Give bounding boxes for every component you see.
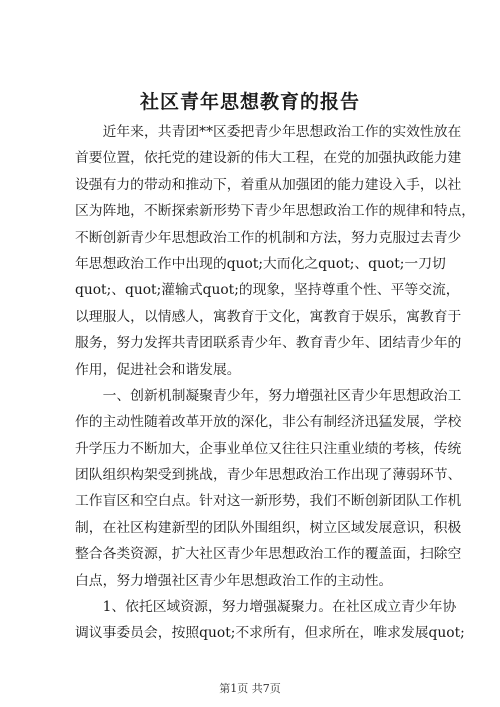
body-line: 1、依托区域资源，努力增强凝聚力。在社区成立青少年协 <box>75 599 457 616</box>
body-line: 调议事委员会，按照quot;不求所有，但求所在，唯求发展quot; <box>75 625 465 642</box>
body-line: 团队组织构架受到挑战，青少年思想政治工作出现了薄弱环节、 <box>75 467 462 484</box>
body-line: 升学压力不断加大，企事业单位又往往只注重业绩的考核，传统 <box>75 440 462 457</box>
body-line: 作用，促进社会和谐发展。 <box>75 361 241 378</box>
body-line: 近年来，共青团**区委把青少年思想政治工作的实效性放在 <box>75 124 462 140</box>
page-footer: 第1页 共7页 <box>219 682 281 695</box>
body-line: 不断创新青少年思想政治工作的机制和方法，努力克服过去青少 <box>75 229 462 246</box>
body-line: 首要位置，依托党的建设新的伟大工程，在党的加强执政能力建 <box>75 150 462 167</box>
body-line: 制，在社区构建新型的团队外围组织，树立区域发展意识，积极 <box>75 519 462 536</box>
body-line: 白点，努力增强社区青少年思想政治工作的主动性。 <box>75 572 393 589</box>
body-line: quot;、quot;灌输式quot;的现象，坚持尊重个性、平等交流， <box>75 282 460 299</box>
body-line: 年思想政治工作中出现的quot;大而化之quot;、quot;一刀切 <box>75 255 446 272</box>
body-line: 以理服人，以情感人，寓教育于文化，寓教育于娱乐，寓教育于 <box>75 308 462 325</box>
body-line: 作的主动性随着改革开放的深化，非公有制经济迅猛发展，学校 <box>75 414 462 431</box>
body-line: 区为阵地，不断探索新形势下青少年思想政治工作的规律和特点， <box>75 203 476 220</box>
body-line: 整合各类资源，扩大社区青少年思想政治工作的覆盖面，扫除空 <box>75 546 462 563</box>
body-line: 一、创新机制凝聚青少年，努力增强社区青少年思想政治工 <box>75 387 462 404</box>
document-title: 社区青年思想教育的报告 <box>139 91 360 113</box>
body-line: 服务，努力发挥共青团联系青少年、教育青少年、团结青少年的 <box>75 335 462 352</box>
body-line: 工作盲区和空白点。针对这一新形势，我们不断创新团队工作机 <box>75 493 462 510</box>
body-line: 设强有力的带动和推动下，着重从加强团的能力建设入手，以社 <box>75 176 462 193</box>
document-body <box>75 119 476 647</box>
